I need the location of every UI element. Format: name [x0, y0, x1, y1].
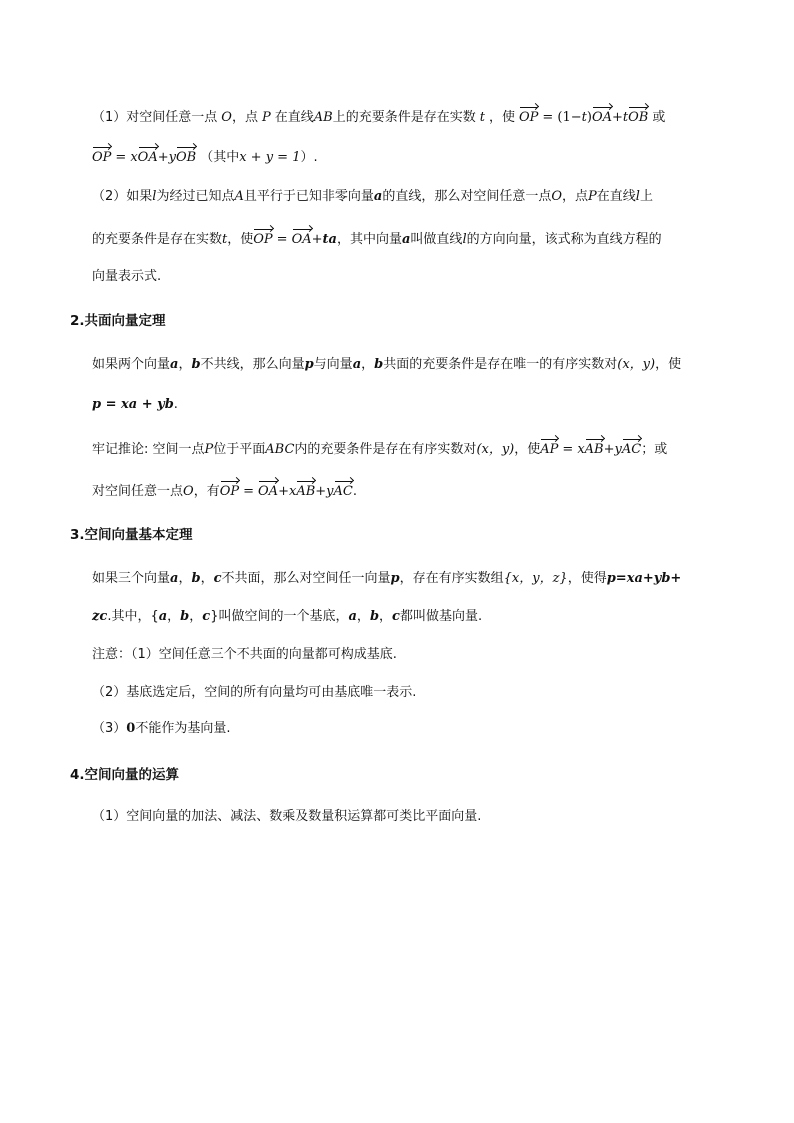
math-expr: x + y = 1	[239, 150, 301, 165]
math-var: t	[479, 110, 485, 125]
paragraph-line: 注意：（1）空间任意三个不共面的向量都可构成基底.	[92, 647, 397, 662]
text: 的充要条件是存在实数	[92, 232, 223, 247]
text: 牢记推论: 空间一点	[92, 442, 205, 457]
vector-ab: AB	[296, 480, 315, 501]
text: ，	[189, 609, 203, 624]
math-vector: a	[401, 232, 411, 247]
text: 共面的充要条件是存在唯一的有序实数对	[383, 357, 618, 372]
math-vector: a	[170, 357, 179, 372]
text: 如果两个向量	[92, 357, 171, 372]
math-vector: c	[392, 609, 400, 624]
math-var: P	[261, 110, 271, 125]
math-vector: b	[369, 609, 380, 624]
text: 上的充要条件是存在实数	[332, 110, 476, 125]
math-op: +	[315, 484, 327, 499]
text: ，使得	[567, 571, 607, 586]
text: .	[173, 397, 178, 412]
math-var: A	[234, 189, 244, 204]
paragraph-line	[92, 608, 482, 626]
paragraph-line: （1）空间向量的加法、减法、数乘及数量积运算都可类比平面向量.	[92, 809, 482, 824]
text: 在直线	[274, 110, 314, 125]
text: 或	[652, 110, 666, 125]
math-op: =	[276, 232, 288, 247]
vector-ab: AB	[585, 438, 604, 459]
text: 向量表示式.	[92, 269, 162, 284]
paragraph-line	[92, 228, 662, 249]
math-op: +	[157, 150, 169, 165]
text: ，使	[227, 232, 254, 247]
math-vector: b	[191, 357, 201, 372]
text: ，	[167, 609, 181, 624]
math-zero-vector: 0	[126, 721, 136, 736]
text: ，	[200, 571, 214, 586]
math-op: +	[611, 110, 623, 125]
math-op: =	[562, 442, 574, 457]
text: 内的充要条件是存在有序实数对	[294, 442, 477, 457]
text: 在直线	[596, 189, 636, 204]
math-var: O	[183, 484, 194, 499]
text: （2）如果	[92, 189, 153, 204]
math-var: y	[168, 150, 176, 165]
paragraph-line	[92, 720, 230, 738]
vector-oa: OA	[592, 106, 612, 127]
section-heading: 3.空间向量基本定理	[70, 527, 193, 543]
paragraph-line	[92, 146, 318, 167]
vector-ob: OB	[176, 146, 196, 167]
text: ，使	[655, 357, 682, 372]
text: 对空间任意一点	[92, 484, 184, 499]
math-var: x	[130, 150, 138, 165]
paragraph-line	[92, 570, 681, 588]
math-op: = (1−	[542, 110, 582, 125]
math-var: l	[635, 189, 640, 204]
math-vector: a	[170, 571, 179, 586]
math-var: AB	[313, 110, 333, 125]
section-heading: 2.共面向量定理	[70, 313, 166, 329]
math-var: l	[462, 232, 467, 247]
text: （3）	[92, 721, 127, 736]
text: ，	[379, 609, 393, 624]
paragraph-line	[92, 396, 178, 414]
math-op: =	[115, 150, 127, 165]
text: ，点	[562, 189, 589, 204]
math-var: O	[221, 110, 232, 125]
text: ，	[356, 609, 370, 624]
math-var: P	[204, 442, 214, 457]
math-var: y	[614, 442, 622, 457]
vector-oa: OA	[292, 228, 312, 249]
math-expr: (x，y)	[476, 442, 515, 457]
paragraph-line	[92, 188, 653, 206]
vector-oa: OA	[258, 480, 278, 501]
text: ；或	[641, 442, 668, 457]
math-vector: p	[304, 357, 314, 372]
math-var: x	[288, 484, 297, 499]
math-vector: p	[390, 571, 400, 586]
math-expr: ta	[322, 232, 337, 247]
vector-ap: AP	[540, 438, 558, 459]
text: 的方向向量，该式称为直线方程的	[466, 232, 662, 247]
text: }叫做空间的一个基底，	[210, 609, 349, 624]
text: 叫做直线	[410, 232, 463, 247]
math-vector: b	[191, 571, 201, 586]
vector-oa: OA	[138, 146, 158, 167]
math-var: O	[551, 189, 562, 204]
text: 不共面，那么对空间任一向量	[221, 571, 391, 586]
math-vector: a	[352, 357, 362, 372]
math-var: ABC	[265, 442, 295, 457]
vector-op: OP	[220, 480, 239, 501]
paragraph-line	[92, 106, 665, 127]
text: ）.	[300, 150, 318, 165]
text: 的直线，那么对空间任意一点	[382, 189, 552, 204]
math-var: P	[588, 189, 597, 204]
text: ，	[361, 357, 375, 372]
math-op: =	[243, 484, 255, 499]
text: ，存在有序实数组	[399, 571, 504, 586]
text: 如果三个向量	[92, 571, 171, 586]
text: 不共线，那么向量	[200, 357, 305, 372]
math-vector: a	[373, 189, 383, 204]
math-var: t	[622, 110, 629, 125]
math-vector: b	[374, 357, 384, 372]
math-var: t	[222, 232, 228, 247]
text: .	[352, 484, 358, 499]
paragraph-line	[92, 438, 667, 459]
math-var: x	[577, 442, 585, 457]
vector-ac: AC	[622, 438, 641, 459]
math-expr: {x，y，z}	[503, 571, 568, 586]
text: 不能作为基向量.	[135, 721, 231, 736]
math-op: +	[311, 232, 323, 247]
paragraph-line	[92, 356, 681, 374]
text: ，使	[488, 110, 515, 125]
text: ，点	[231, 110, 258, 125]
text: ，使	[514, 442, 541, 457]
text: （1）对空间任意一点	[92, 110, 218, 125]
math-var: l	[152, 189, 157, 204]
text: 且平行于已知非零向量	[243, 189, 374, 204]
text: ，其中向量	[336, 232, 402, 247]
vector-ac: AC	[334, 480, 353, 501]
vector-ob: OB	[628, 106, 648, 127]
section-heading: 4.空间向量的运算	[70, 767, 180, 783]
math-expr: p = xa + yb	[92, 397, 174, 412]
math-expr: zc	[92, 609, 108, 624]
text: 位于平面	[213, 442, 266, 457]
text: 都叫做基向量.	[399, 609, 483, 624]
text: （其中	[200, 150, 240, 165]
math-var: t	[581, 110, 587, 125]
math-op: +	[603, 442, 615, 457]
text: .其中，{	[107, 609, 159, 624]
math-vector: c	[213, 571, 222, 586]
math-vector: a	[158, 609, 168, 624]
vector-op: OP	[92, 146, 111, 167]
paragraph-line: （2）基底选定后，空间的所有向量均可由基底唯一表示.	[92, 685, 417, 700]
text: 上	[639, 189, 653, 204]
math-op: +	[278, 484, 289, 499]
text: ，有	[193, 484, 220, 499]
text: 为经过已知点	[156, 189, 235, 204]
vector-op: OP	[519, 106, 538, 127]
math-var: y	[326, 484, 334, 499]
text: ，	[178, 571, 192, 586]
math-expr: (x，y)	[617, 357, 656, 372]
math-vector: a	[348, 609, 357, 624]
paragraph-line	[92, 480, 357, 501]
math-vector: c	[202, 609, 211, 624]
math-vector: b	[180, 609, 190, 624]
math-expr: p=xa+yb+	[606, 571, 682, 586]
math-op: )	[586, 110, 592, 125]
text: ，	[178, 357, 192, 372]
paragraph-line	[92, 268, 161, 286]
vector-op: OP	[253, 228, 272, 249]
text: 与向量	[313, 357, 353, 372]
